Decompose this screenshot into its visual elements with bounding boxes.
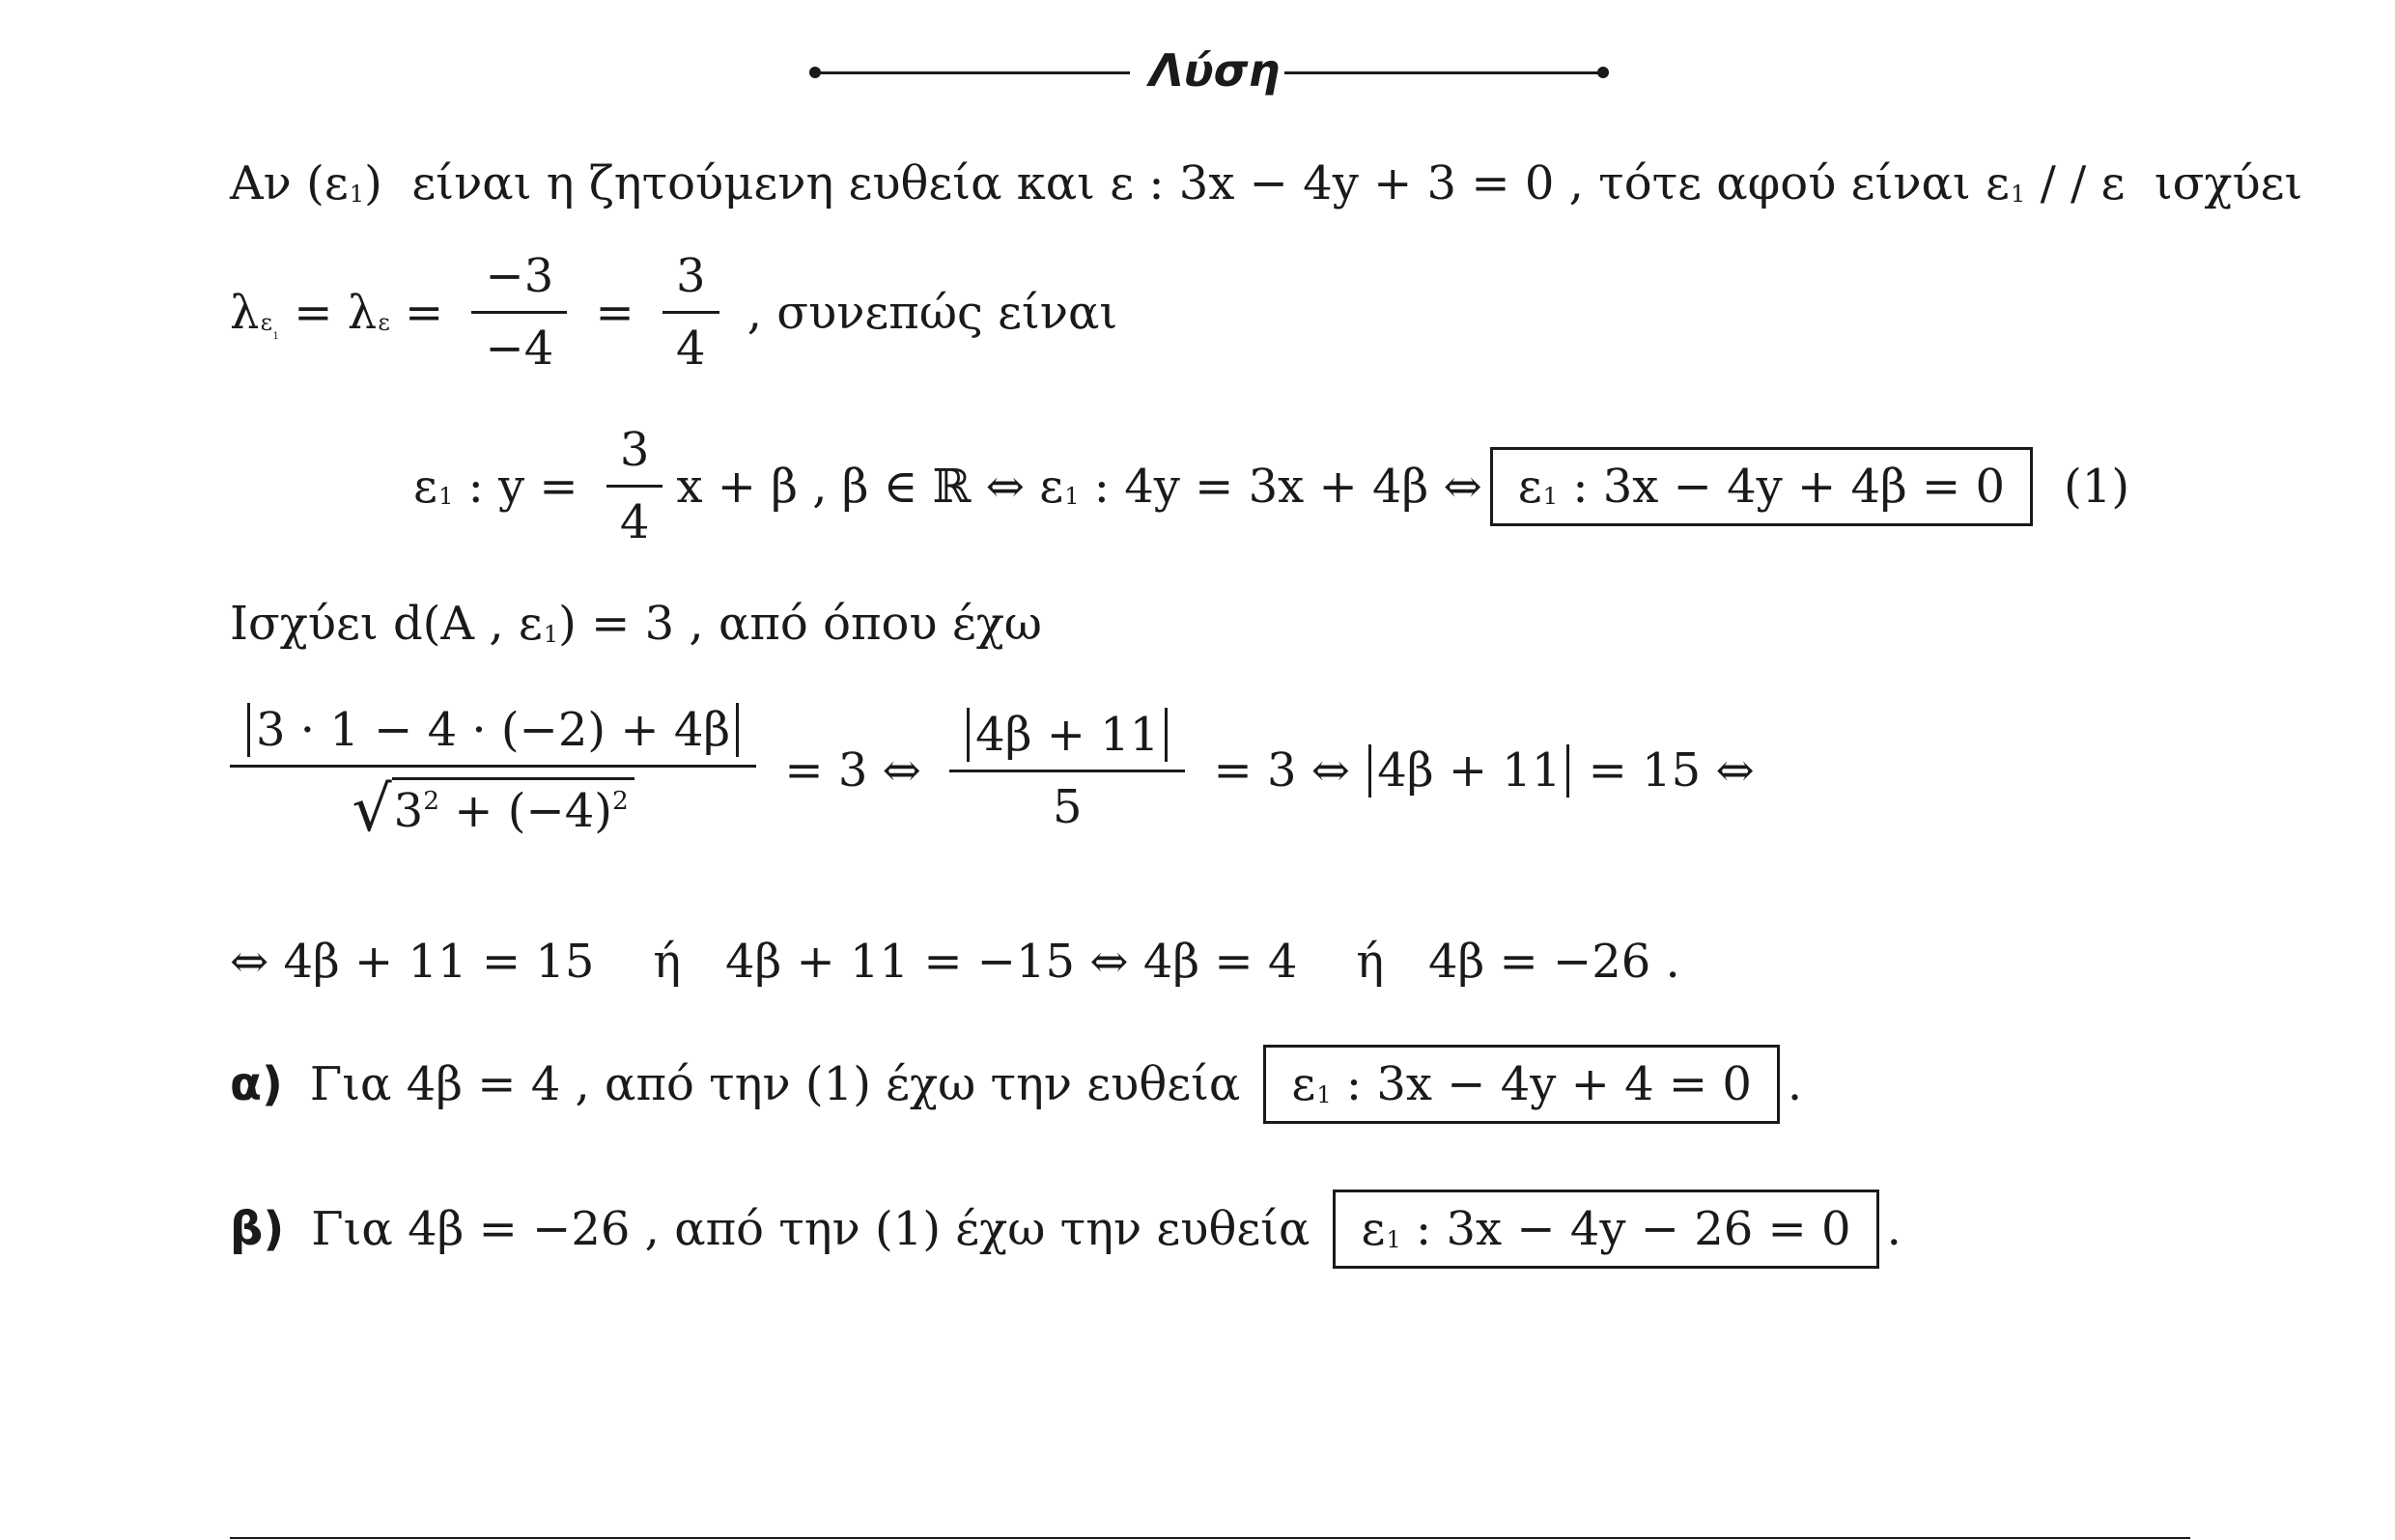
- solution-title: Λύση: [1149, 44, 1281, 97]
- slope-equation: λ $\varepsilon_1$ = λ ε = $\frac{-3}{-4}$ = $\frac{3}{4}$ , συνεπώς είναι: [230, 249, 1118, 376]
- intro-line: Αν (ε 1 ) είναι η ζητούμενη ευθεία και ε : 3x − 4y + 3 = 0 , τότε αφού είναι ε 1 / / ε ισχύει: [230, 156, 2303, 210]
- solution-header: [0, 44, 2395, 102]
- part-a: α) Για 4β = 4 , από την (1) έχω την ευθεία ε 1 : 3x − 4y + 4 = 0 .: [230, 1045, 1802, 1124]
- abs-fraction: $\frac{4\beta + 11}{5}$: [949, 708, 1185, 834]
- solutions-line: ⇔ 4β + 11 = 15 ή 4β + 11 = −15 ⇔ 4β = 4 ή 4β = −26 .: [230, 935, 1680, 989]
- part-a-label: α): [230, 1057, 283, 1111]
- part-b: β) Για 4β = −26 , από την (1) έχω την ευθεία ε 1 : 3x − 4y − 26 = 0 .: [230, 1190, 1902, 1269]
- distance-condition: Ισχύει d(A , ε 1 ) = 3 , από όπου έχω: [230, 597, 1042, 651]
- slope-fraction-1: $\frac{-3}{-4}$: [471, 249, 567, 376]
- boxed-answer-b: ε 1 : 3x − 4y − 26 = 0: [1333, 1190, 1878, 1269]
- slope-fraction-2: $\frac{3}{4}$: [662, 249, 719, 376]
- header-right-rule: [1284, 71, 1603, 74]
- boxed-answer-a: ε 1 : 3x − 4y + 4 = 0: [1263, 1045, 1780, 1124]
- slope-fraction-3: $\frac{3}{4}$: [606, 423, 663, 549]
- part-b-label: β): [230, 1202, 285, 1256]
- distance-fraction: 3 · 1 − 4 · (−2) + 4β √ $3^2 + (-4)^2$: [230, 703, 756, 838]
- boxed-general-equation: ε 1 : 3x − 4y + 4β = 0: [1490, 447, 2033, 526]
- header-left-rule: [815, 71, 1130, 74]
- header-right-dot: [1597, 67, 1609, 78]
- distance-computation: 3 · 1 − 4 · (−2) + 4β √ $3^2 + (-4)^2$ = 3 ⇔ $\frac{4\beta + 11}{5}$ = 3 ⇔ 4β + 11 = 15 ⇔: [230, 703, 1755, 838]
- given-line-equation: ε : 3x − 4y + 3 = 0: [1110, 156, 1555, 210]
- footer-rule: [230, 1537, 2190, 1539]
- line-family-equation: ε 1 : y = $\frac{3}{4}$ x + β , β ∈ ℝ ⇔ ε 1 : 4y = 3x + 4β ⇔ ε 1 : 3x − 4y + 4β = 0 (1): [413, 423, 2130, 549]
- equation-reference: (1): [2064, 459, 2130, 514]
